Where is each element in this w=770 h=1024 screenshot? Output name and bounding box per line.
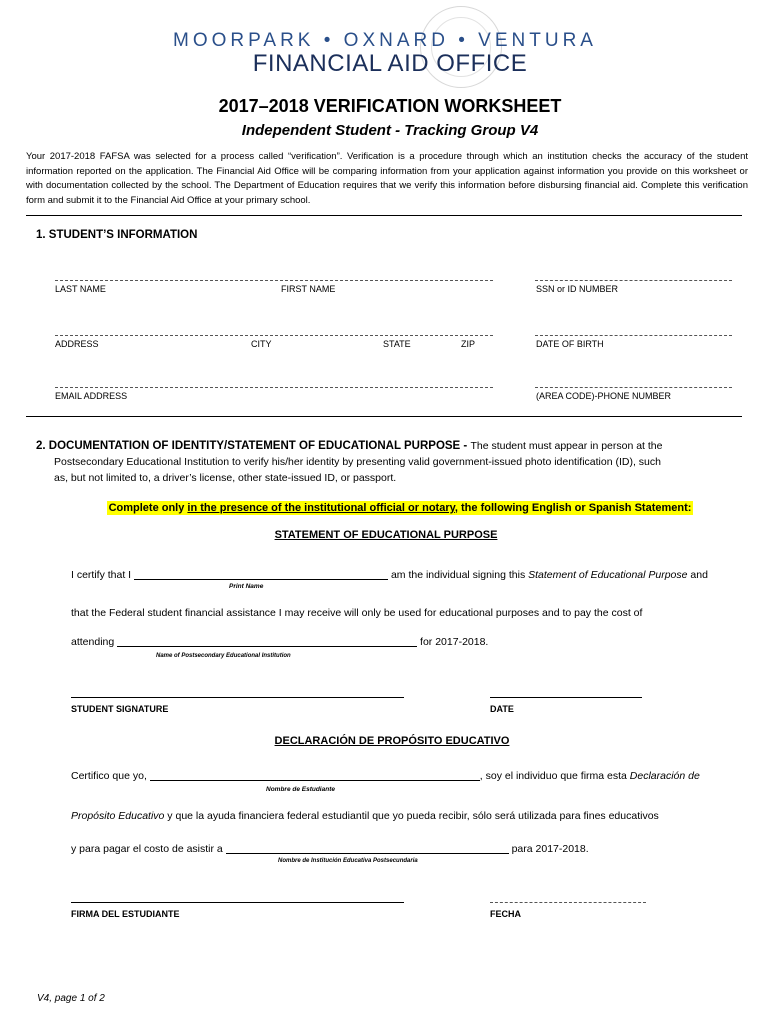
student-signature-line[interactable]: [71, 697, 404, 698]
intro-paragraph: Your 2017-2018 FAFSA was selected for a process called “verification”. Verification is a procedure through which an institution checks the accuracy of the student information reported on the application. The Financial Aid Office will be comparing information from your application against information you provide on this worksheet or with documentation collected by the school. The Department of Education requires that we verify this information before disbursing financial aid. Complete this verification form and submit it to the Financial Aid Office at your primary school.: [26, 151, 748, 206]
ssn-input-line[interactable]: [535, 280, 732, 281]
institucion-input[interactable]: [226, 853, 509, 854]
divider: [26, 215, 742, 216]
institution-input[interactable]: [117, 646, 417, 647]
phone-label: (AREA CODE)-PHONE NUMBER: [536, 391, 672, 401]
date-line[interactable]: [490, 697, 642, 698]
section2-heading: 2. DOCUMENTATION OF IDENTITY/STATEMENT OF EDUCATIONAL PURPOSE -: [36, 440, 471, 452]
student-signature-label: STUDENT SIGNATURE: [71, 704, 169, 714]
print-name-input[interactable]: [134, 579, 388, 580]
firma-label: FIRMA DEL ESTUDIANTE: [71, 909, 180, 919]
fecha-label: FECHA: [490, 909, 521, 919]
institution-caption: Name of Postsecondary Educational Institution: [156, 653, 291, 659]
first-name-label: FIRST NAME: [281, 284, 336, 294]
address-label: ADDRESS: [55, 339, 99, 349]
name-input-line[interactable]: [55, 280, 493, 281]
institucion-caption: Nombre de Institución Educativa Postsecundaria: [278, 858, 418, 864]
fecha-line[interactable]: [490, 902, 646, 903]
phone-input-line[interactable]: [535, 387, 732, 388]
spanish-statement-heading: DECLARACIÓN DE PROPÓSITO EDUCATIVO: [274, 735, 510, 747]
spanish-line3: y para pagar el costo de asistir a para 2017-2018.: [71, 843, 589, 855]
nombre-caption: Nombre de Estudiante: [266, 786, 335, 793]
print-name-caption: Print Name: [229, 583, 264, 590]
english-line3: attending for 2017-2018.: [71, 636, 489, 648]
email-input-line[interactable]: [55, 387, 493, 388]
dob-input-line[interactable]: [535, 335, 732, 336]
nombre-input[interactable]: [150, 780, 480, 781]
instruction-highlight: Complete only in the presence of the institutional official or notary, the following English or Spanish Statement:: [108, 502, 692, 514]
logo-office: FINANCIAL AID OFFICE: [252, 50, 528, 77]
page-footer: V4, page 1 of 2: [37, 993, 105, 1004]
state-label: STATE: [383, 339, 411, 349]
email-label: EMAIL ADDRESS: [55, 391, 128, 401]
date-label: DATE: [490, 704, 514, 714]
page-subtitle: Independent Student - Tracking Group V4: [241, 122, 539, 139]
ssn-label: SSN or ID NUMBER: [536, 284, 619, 294]
divider: [26, 416, 742, 417]
section2-text2: Postsecondary Educational Institution to verify his/her identity by presenting valid government-issued photo identification (ID), such: [54, 456, 661, 468]
spanish-line1: Certifico que yo, , soy el individuo que firma esta Declaración de: [71, 770, 700, 782]
spanish-line2: Propósito Educativo y que la ayuda financiera federal estudiantil que yo pueda recibir, sólo será utilizada para fines educativos: [71, 810, 659, 822]
last-name-label: LAST NAME: [55, 284, 106, 294]
page-title: 2017–2018 VERIFICATION WORKSHEET: [218, 96, 562, 116]
english-line2: that the Federal student financial assistance I may receive will only be used for educational purposes and to pay the cost of: [71, 607, 643, 619]
city-label: CITY: [251, 339, 272, 349]
section2-text3: as, but not limited to, a driver’s license, other state-issued ID, or passport.: [54, 472, 397, 484]
english-statement-heading: STATEMENT OF EDUCATIONAL PURPOSE: [274, 529, 498, 541]
dob-label: DATE OF BIRTH: [536, 339, 604, 349]
section1-heading: 1. STUDENT’S INFORMATION: [36, 229, 198, 241]
firma-line[interactable]: [71, 902, 404, 903]
section2-intro: [36, 438, 748, 486]
address-input-line[interactable]: [55, 335, 493, 336]
english-line1: I certify that I am the individual signing this Statement of Educational Purpose and: [71, 569, 708, 581]
zip-label: ZIP: [461, 339, 476, 349]
logo-campuses: MOORPARK • OXNARD • VENTURA: [173, 30, 597, 51]
section2-text1: The student must appear in person at the: [470, 440, 663, 452]
